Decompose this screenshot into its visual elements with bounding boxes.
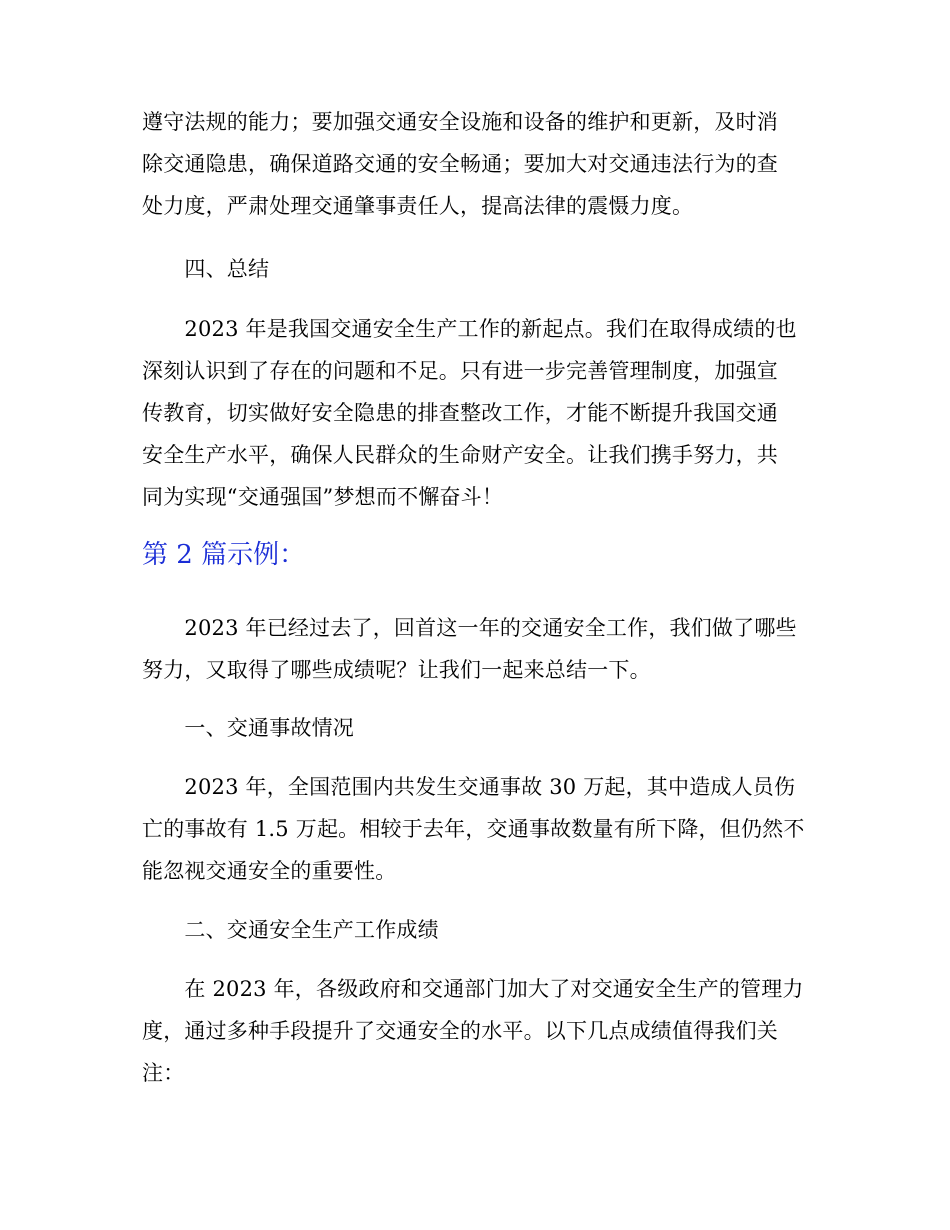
text-line: 2023 年，全国范围内共发生交通事故 30 万起，其中造成人员伤 [142,775,796,799]
text-line: 同为实现“交通强国”梦想而不懈奋斗！ [142,485,504,509]
paragraph-summary [142,308,814,518]
text-line: 处力度，严肃处理交通肇事责任人，提高法律的震慑力度。 [142,194,694,218]
example-heading: 第 2 篇示例： [142,540,306,570]
text-line: 注： [142,1061,185,1085]
text-line: 深刻认识到了存在的问题和不足。只有进一步完善管理制度，加强宣 [142,359,778,383]
text-line: 亡的事故有 1.5 万起。相较于去年，交通事故数量有所下降，但仍然不 [142,817,805,841]
paragraph-traffic-measures [142,101,814,227]
text-line: 安全生产水平，确保人民群众的生命财产安全。让我们携手努力，共 [142,443,778,467]
paragraph-achievements [142,968,814,1094]
section-title-achievements [142,909,814,951]
text-line: 在 2023 年，各级政府和交通部门加大了对交通安全生产的管理力 [142,977,804,1001]
section-title-text: 二、交通安全生产工作成绩 [142,918,439,942]
text-line: 除交通隐患，确保道路交通的安全畅通；要加大对交通违法行为的查 [142,152,778,176]
section-title-accidents [142,707,814,749]
text-line: 能忽视交通安全的重要性。 [142,859,397,883]
section-title-summary [142,248,814,290]
section-title-text: 一、交通事故情况 [142,716,354,740]
paragraph-intro [142,607,814,691]
text-line: 努力，又取得了哪些成绩呢？让我们一起来总结一下。 [142,658,651,682]
text-line: 2023 年是我国交通安全生产工作的新起点。我们在取得成绩的也 [142,317,797,341]
section-title-text: 四、总结 [142,257,270,281]
text-line: 2023 年已经过去了，回首这一年的交通安全工作，我们做了哪些 [142,616,797,640]
text-line: 度，通过多种手段提升了交通安全的水平。以下几点成绩值得我们关 [142,1019,778,1043]
paragraph-accidents [142,766,814,892]
text-line: 传教育，切实做好安全隐患的排查整改工作，才能不断提升我国交通 [142,401,778,425]
text-line: 遵守法规的能力；要加强交通安全设施和设备的维护和更新，及时消 [142,110,778,134]
